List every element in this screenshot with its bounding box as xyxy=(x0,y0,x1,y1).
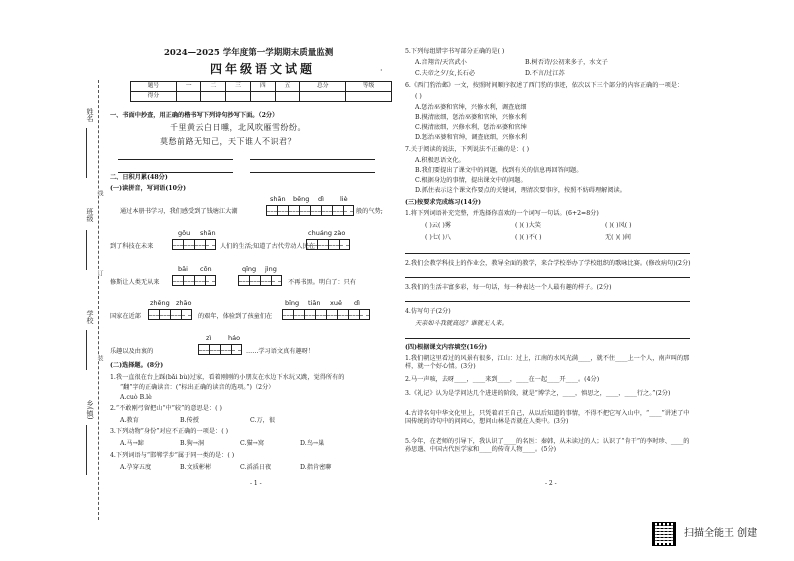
q2-option-c[interactable]: C.万，很 xyxy=(250,417,276,424)
page-dot: · xyxy=(380,66,383,75)
cut-line xyxy=(98,80,99,520)
exercise-3: 3.我们的生活丰富多彩，每一句话，每一种表达一个人最有趣的样子。(2分) xyxy=(405,284,612,291)
pinyin-bai: bāi xyxy=(178,265,188,273)
q7-option-d[interactable]: D.抓住表示这个课文作要点的关键词，理清次要事序，按照不妨碍理解阅读。 xyxy=(415,187,626,194)
question-5: 5.下列每组错字书写部分正确的是( ) xyxy=(405,48,505,55)
question-1-options[interactable]: A.cuò B.lè xyxy=(120,394,152,401)
section-2a-heading: (一)读拼音，写词语(10分) xyxy=(110,185,187,192)
idiom-5[interactable]: ( )( )不( ) xyxy=(515,234,542,241)
name-label: 姓名 xyxy=(86,108,94,122)
score-input-cell[interactable] xyxy=(226,92,251,102)
pinyin-di: dì xyxy=(318,195,324,203)
q4-option-c[interactable]: C.滔滔日夜 xyxy=(240,464,272,471)
score-head-cell: 二 xyxy=(201,82,226,92)
fill-1[interactable]: 1.我们朝这里看过的风景有很多，江山：过上，江南的水风光满____，就不住____上一个人，南声叫的那样，就一个好心情。(3分) xyxy=(405,355,690,370)
exam-subtitle: 四年级语文试题 xyxy=(210,62,316,76)
q6-option-a[interactable]: A.惩治巫婆和官绅，兴修水利，调查底细 xyxy=(415,104,527,111)
idiom-3[interactable]: ( )( )风( ) xyxy=(605,222,632,229)
idiom-1[interactable]: ( )云( )雾 xyxy=(425,222,451,229)
poem-line-1: 千里黄云白日曛，北风吹雁雪纷纷。 xyxy=(170,123,306,132)
question-6-paren[interactable]: ( ) xyxy=(415,93,422,100)
scanner-watermark: 扫描全能王 创建 xyxy=(684,528,758,539)
score-input-cell[interactable] xyxy=(250,92,275,102)
score-head-cell: 四 xyxy=(250,82,275,92)
question-2: 2.“不敢刚弓留把山“中”较”的意思是：( ) xyxy=(110,405,222,412)
section-2b-heading: (二)选择题。(8分) xyxy=(110,362,164,369)
score-input-cell[interactable] xyxy=(346,92,392,102)
q2-option-b[interactable]: B.传授 xyxy=(180,417,199,424)
fill-sentence-5b: ……学习语文真有趣呀！ xyxy=(246,348,315,355)
score-input-cell[interactable] xyxy=(201,92,226,102)
pinyin-lie: liè xyxy=(340,195,348,203)
score-label-cell: 得分 xyxy=(131,92,177,102)
poem-line-2: 莫愁前路无知己，天下谁人不识君？ xyxy=(160,137,296,146)
pinyin-qing: qīng xyxy=(242,265,257,273)
q4-option-a[interactable]: A.孕穿五度 xyxy=(120,464,152,471)
section-3-heading: (三)按要求完成练习(14分) xyxy=(405,199,482,206)
pinyin-bing: bīng xyxy=(285,299,300,307)
char-grid-zhengzhao[interactable] xyxy=(148,309,192,320)
pinyin-shan: shān xyxy=(270,195,286,203)
fill-5[interactable]: 5.今年，在老师的引导下，我认识了____的名医：秦韩，从未读过的人；认识了“肯干”的李时珍、____的孙思邈、中国古代医学家和____的传奇人物____。(5分) xyxy=(405,438,690,453)
pinyin-beng: bēng xyxy=(293,195,310,203)
fill-sentence-5a: 乐趣以及由衷的 xyxy=(110,348,154,355)
copy-blank-line-2[interactable] xyxy=(250,152,375,160)
q5-option-b[interactable]: B.树否诗/公初来多子，水文子 xyxy=(525,59,608,66)
question-4: 4.下列词语与“邯郸学步”属于同一类的是：( ) xyxy=(110,452,235,459)
town-underline xyxy=(86,425,87,475)
score-head-cell: 一 xyxy=(176,82,201,92)
pinyin-jing: jìng xyxy=(265,265,277,273)
question-1: 1.我一直很在台上踩(bǎi bù)过家，看着刚刚的小朋友在水边下水玩又跳，觉得所有的 xyxy=(110,374,345,381)
score-input-cell[interactable] xyxy=(176,92,201,102)
q6-option-c[interactable]: C.摸清底细，兴修水利，惩治巫婆和官绅 xyxy=(415,124,527,131)
q5-option-c[interactable]: C.夫帝之夕/女,长石必 xyxy=(415,70,476,77)
pinyin-chuang: chuáng xyxy=(308,229,333,237)
score-head-cell: 三 xyxy=(226,82,251,92)
school-underline xyxy=(86,330,87,370)
fill-sentence-2b: 人们的生活;知道了古代劳动人民在 xyxy=(220,243,315,250)
q6-option-d[interactable]: D.惩治巫婆和官绅，调查底细，兴修水利 xyxy=(415,134,527,141)
q6-option-b[interactable]: B.摸清底细，惩治巫婆和官绅，兴修水利 xyxy=(415,114,527,121)
seal-mark-2: 订 xyxy=(96,270,103,276)
exercise-4-example: 天亲如斗我就高远？谁就无人来。 xyxy=(415,320,508,327)
q7-option-a[interactable]: A.积极思语文化。 xyxy=(415,157,465,164)
fill-sentence-4a: 国家在近部 xyxy=(110,313,141,320)
char-grid-chuangzao[interactable] xyxy=(306,239,350,250)
idiom-4[interactable]: ( )七( )八 xyxy=(425,234,451,241)
answer-line-r4[interactable] xyxy=(405,331,690,339)
question-6: 6.《西门豹治邺》一文，按照时间顺序叙述了西门豹的事迹，依次以下三个部分的内容正确的一项是： xyxy=(405,82,684,89)
idiom-2[interactable]: ( )( )大笑 xyxy=(515,222,541,229)
pinyin-zheng: zhēng xyxy=(150,299,170,307)
page-number-2: - 2 - xyxy=(545,480,557,487)
char-grid-bingtianxuedi[interactable] xyxy=(282,309,370,320)
page-number-1: - 1 - xyxy=(250,480,262,487)
section-2-heading: 二、日积月累(48分) xyxy=(110,174,168,181)
pinyin-con: cōn xyxy=(200,265,212,273)
exercise-4: 4.仿写句子(2分) xyxy=(405,308,451,315)
fill-4[interactable]: 4.古诗名句中华文化里上，只凭着君王自己，从以后知道的事情，不得不把它写入山中，“____”讲述了中国传统的诗句中的问问心，想问山林是否就在人类中。(3分) xyxy=(405,410,690,425)
score-input-cell[interactable] xyxy=(300,92,346,102)
pinyin-shan2: shān xyxy=(200,229,216,237)
pinyin-tian: tiān xyxy=(308,299,321,307)
pinyin-gou: gōu xyxy=(178,229,191,237)
exercise-2: 2.我们会教学科技上的作业会，教导全面的教学，来合学校举办了学校组织的歌咏比赛。(修改病句)(2分) xyxy=(405,260,691,267)
pinyin-xue: xuě xyxy=(330,299,342,307)
name-underline xyxy=(86,128,87,178)
fill-sentence-4b: 的艰年，体验到了孩童们在 xyxy=(198,313,273,320)
fill-2[interactable]: 2.马一声咳，去呀____，____来到____，____在一起____开____。(4分) xyxy=(405,376,600,383)
pinyin-hao: háo xyxy=(228,334,241,342)
fill-sentence-1a: 通过本册书学习，我们感受到了钱塘江大潮 xyxy=(120,208,238,215)
pinyin-zhao: zhāo xyxy=(176,299,192,307)
score-input-cell[interactable] xyxy=(275,92,300,102)
town-label: 乡(镇) xyxy=(86,400,94,420)
q7-option-c[interactable]: C.根据身边的事情，提出课文中的问题。 xyxy=(415,177,527,184)
score-head-cell: 等级 xyxy=(346,82,392,92)
char-grid-baicon[interactable] xyxy=(172,275,216,286)
answer-line-r2[interactable] xyxy=(405,270,690,278)
page-right xyxy=(405,48,794,548)
class-underline xyxy=(86,230,87,270)
page-left xyxy=(110,48,390,548)
q2-option-a[interactable]: A.教育 xyxy=(120,417,139,424)
score-head-cell: 总分 xyxy=(300,82,346,92)
q7-option-b[interactable]: B.我们要提出了课文中的问题，找到有关的信息再回答问题。 xyxy=(415,167,583,174)
char-grid-shanbengdilie[interactable] xyxy=(266,205,354,216)
qr-code-icon xyxy=(652,522,676,546)
char-grid-zihao[interactable] xyxy=(198,344,242,355)
idiom-6[interactable]: 无( )( )间 xyxy=(605,234,631,241)
question-3: 3.下列动物“身份”对应不正确的一项是：( ) xyxy=(110,428,229,435)
fill-sentence-2a: 到了科技在未来 xyxy=(110,243,154,250)
class-label: 班级 xyxy=(86,208,94,222)
exercise-1: 1.将下列词语补充完整，并选择你喜欢的一个词写一句话。(6+2=8分) xyxy=(405,210,599,217)
q3-option-a[interactable]: A.马→蹄 xyxy=(120,440,144,447)
fill-sentence-3a: 修斯让人类无从来 xyxy=(110,279,160,286)
q3-option-d[interactable]: D.鸟→巢 xyxy=(300,440,325,447)
score-value-row xyxy=(131,92,392,102)
score-head-cell: 题号 xyxy=(131,82,177,92)
score-head-cell: 五 xyxy=(275,82,300,92)
question-7: 7.关于阅读的说法，下列说法不正确的是：( ) xyxy=(405,146,530,153)
char-grid-qingjing[interactable] xyxy=(238,275,282,286)
pinyin-zao: zào xyxy=(334,229,346,237)
copy-blank-line-3[interactable] xyxy=(118,165,233,173)
section-4-heading: (四)根据课文内容填空(16分) xyxy=(405,344,488,351)
exam-title: 2024—2025 学年度第一学期期末质量监测 xyxy=(164,48,334,58)
copy-blank-line-4[interactable] xyxy=(250,165,375,173)
answer-line-r1[interactable] xyxy=(405,246,690,254)
school-label: 学校 xyxy=(86,310,94,324)
fill-sentence-1b: 般的气势; xyxy=(356,208,383,215)
q4-option-d[interactable]: D.指肯密聊 xyxy=(300,464,332,471)
score-header-row xyxy=(131,82,392,92)
copy-blank-line-1[interactable] xyxy=(118,152,233,160)
pinyin-di2: dì xyxy=(354,299,360,307)
q5-option-a[interactable]: A.音翔音/天宫武小 xyxy=(415,59,467,66)
seal-mark-1: 线 xyxy=(96,190,103,196)
question-1-sub: “翻”字的正确读音：(“标出正确的读音的选项。”)（2分） xyxy=(120,384,275,391)
q5-option-d[interactable]: D.不言/过江苏 xyxy=(525,70,565,77)
fill-3[interactable]: 3.《礼记》认为是学问达几个进进的阶段，就是“博学之，____，慎思之，____，____行之。”(2分) xyxy=(405,390,671,397)
fill-sentence-3b: 不再书黑。明白了：只有 xyxy=(288,279,357,286)
answer-line-r3[interactable] xyxy=(405,294,690,302)
section-1-heading: 一、书面中抄查，用正确的楷书写下列诗句抄写下面。（2分） xyxy=(110,112,279,119)
pinyin-zi: zì xyxy=(206,334,212,342)
char-grid-goushan[interactable] xyxy=(172,239,216,250)
seal-mark-3: 装 xyxy=(96,355,103,361)
q4-option-b[interactable]: B.文质彬彬 xyxy=(180,464,212,471)
q3-option-c[interactable]: C.猫→窝 xyxy=(240,440,265,447)
q3-option-b[interactable]: B.狗→洞 xyxy=(180,440,205,447)
score-table xyxy=(130,81,392,102)
